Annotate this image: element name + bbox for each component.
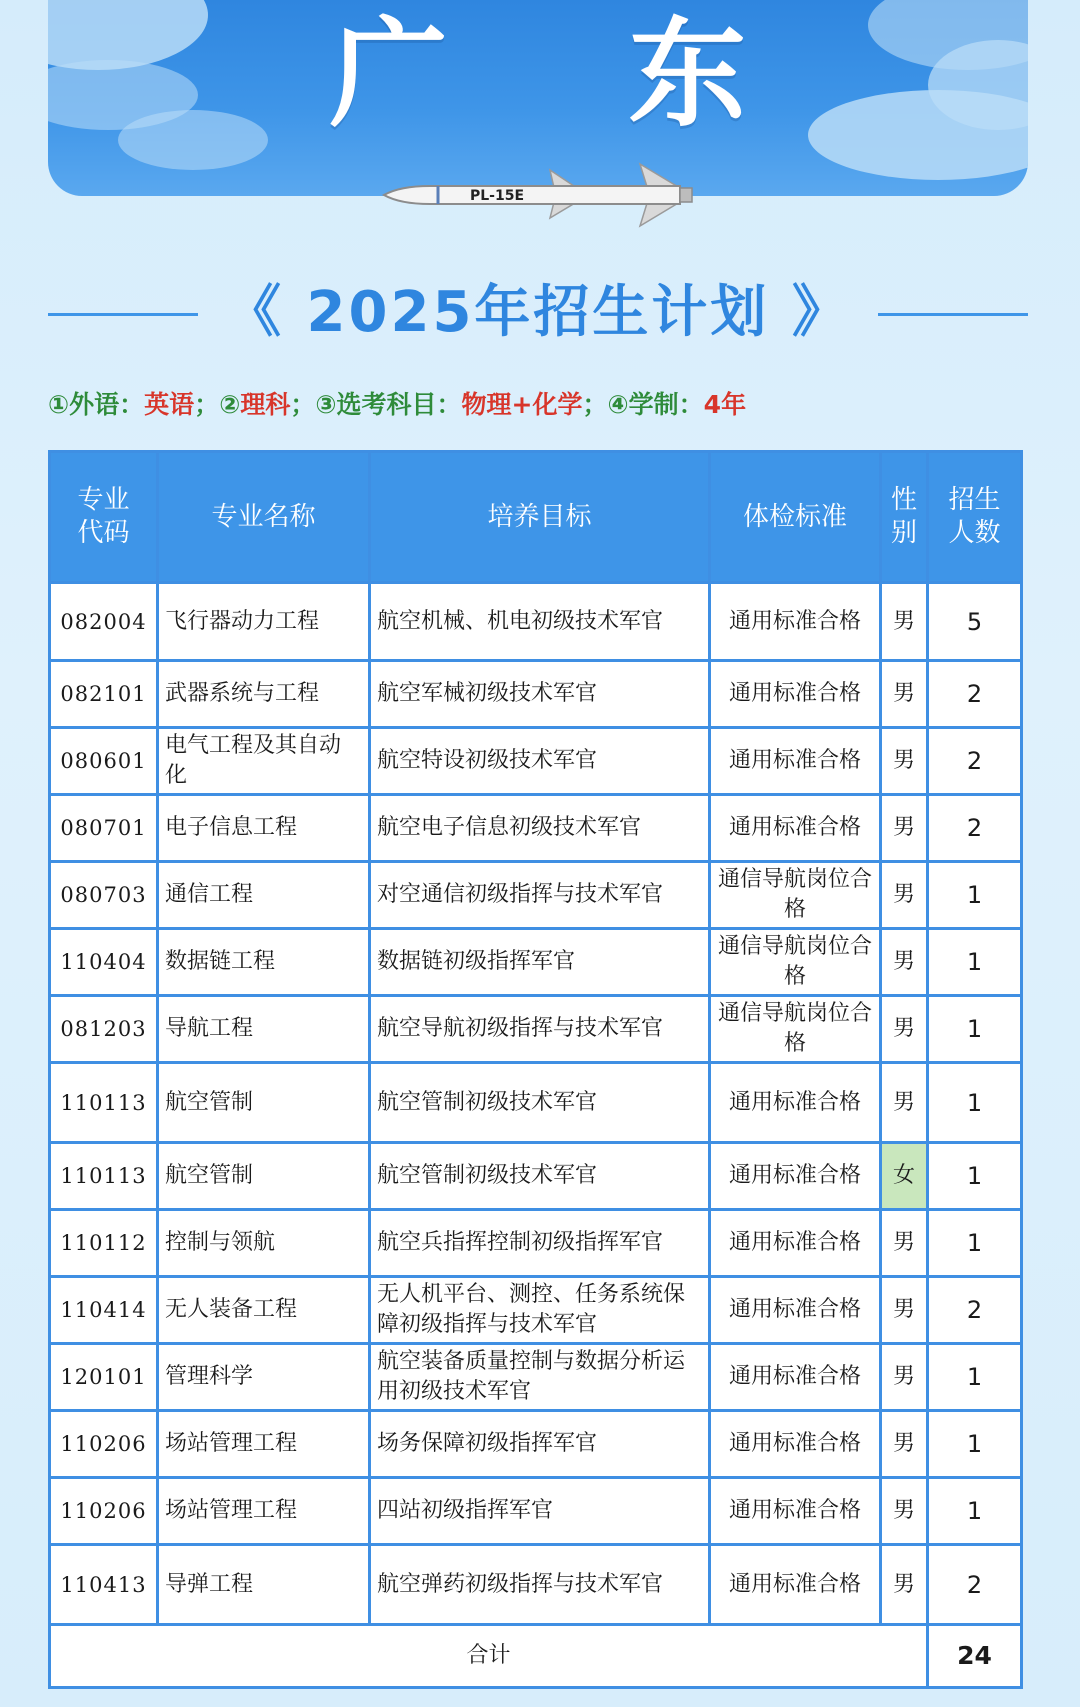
cell-goal: 航空装备质量控制与数据分析运用初级技术军官 <box>370 1344 710 1411</box>
cell-count: 2 <box>928 1277 1022 1344</box>
cell-goal: 航空军械初级技术军官 <box>370 661 710 728</box>
cell-name: 管理科学 <box>158 1344 370 1411</box>
table-row <box>50 1411 1022 1478</box>
cell-count: 1 <box>928 862 1022 929</box>
header-count: 招生 人数 <box>928 452 1022 583</box>
cell-physical: 通用标准合格 <box>710 1411 881 1478</box>
cell-name: 数据链工程 <box>158 929 370 996</box>
table-row <box>50 583 1022 661</box>
province-title: 广 东 <box>329 5 817 143</box>
total-label: 合计 <box>50 1625 928 1688</box>
table-row <box>50 728 1022 795</box>
cell-code: 080701 <box>50 795 158 862</box>
table-row <box>50 1344 1022 1411</box>
cell-count: 5 <box>928 583 1022 661</box>
plan-title-row <box>48 278 1028 348</box>
cell-gender: 男 <box>881 1478 928 1545</box>
note-segment: 理科 <box>240 390 291 419</box>
cell-name: 航空管制 <box>158 1063 370 1143</box>
cell-goal: 四站初级指挥军官 <box>370 1478 710 1545</box>
cell-code: 080703 <box>50 862 158 929</box>
cell-code: 110413 <box>50 1545 158 1625</box>
requirements-note <box>48 388 746 422</box>
cell-name: 通信工程 <box>158 862 370 929</box>
cell-physical: 通用标准合格 <box>710 583 881 661</box>
cell-gender: 男 <box>881 1210 928 1277</box>
cell-name: 电气工程及其自动化 <box>158 728 370 795</box>
cell-physical: 通用标准合格 <box>710 1277 881 1344</box>
enrollment-plan-table <box>48 450 1023 1689</box>
cell-physical: 通用标准合格 <box>710 1210 881 1277</box>
cell-count: 1 <box>928 929 1022 996</box>
cell-name: 无人装备工程 <box>158 1277 370 1344</box>
cell-gender: 男 <box>881 728 928 795</box>
total-count: 24 <box>928 1625 1022 1688</box>
cell-gender: 男 <box>881 1344 928 1411</box>
table-total-row <box>50 1625 1022 1688</box>
cell-code: 080601 <box>50 728 158 795</box>
note-segment: ；③选考科目： <box>290 390 462 419</box>
cell-physical: 通用标准合格 <box>710 1545 881 1625</box>
cell-goal: 航空特设初级技术军官 <box>370 728 710 795</box>
note-segment: ；② <box>194 390 241 419</box>
cell-count: 1 <box>928 1210 1022 1277</box>
cell-name: 武器系统与工程 <box>158 661 370 728</box>
table-row <box>50 1210 1022 1277</box>
cell-count: 2 <box>928 795 1022 862</box>
cell-gender: 男 <box>881 1545 928 1625</box>
cell-goal: 航空导航初级指挥与技术军官 <box>370 996 710 1063</box>
cell-name: 飞行器动力工程 <box>158 583 370 661</box>
cell-code: 082101 <box>50 661 158 728</box>
table-row <box>50 661 1022 728</box>
cell-code: 120101 <box>50 1344 158 1411</box>
cell-gender: 男 <box>881 661 928 728</box>
cell-count: 1 <box>928 1411 1022 1478</box>
header-physical: 体检标准 <box>710 452 881 583</box>
cell-physical: 通用标准合格 <box>710 728 881 795</box>
note-segment: ；④学制： <box>582 390 704 419</box>
cell-goal: 数据链初级指挥军官 <box>370 929 710 996</box>
cell-count: 1 <box>928 1063 1022 1143</box>
table-row <box>50 795 1022 862</box>
table-row <box>50 1545 1022 1625</box>
note-segment: 4年 <box>703 390 747 419</box>
cell-count: 1 <box>928 996 1022 1063</box>
cell-gender: 男 <box>881 1063 928 1143</box>
cell-code: 110206 <box>50 1478 158 1545</box>
cell-count: 1 <box>928 1143 1022 1210</box>
cell-goal: 航空兵指挥控制初级指挥军官 <box>370 1210 710 1277</box>
cell-count: 2 <box>928 1545 1022 1625</box>
cell-code: 082004 <box>50 583 158 661</box>
cell-physical: 通用标准合格 <box>710 1478 881 1545</box>
cell-gender: 男 <box>881 583 928 661</box>
cell-name: 电子信息工程 <box>158 795 370 862</box>
cell-goal: 航空电子信息初级技术军官 <box>370 795 710 862</box>
cell-code: 110113 <box>50 1063 158 1143</box>
table-row <box>50 1063 1022 1143</box>
table-row <box>50 996 1022 1063</box>
table-row <box>50 929 1022 996</box>
cell-name: 场站管理工程 <box>158 1411 370 1478</box>
table-row <box>50 862 1022 929</box>
cell-physical: 通信导航岗位合格 <box>710 996 881 1063</box>
cell-physical: 通用标准合格 <box>710 1063 881 1143</box>
cell-physical: 通用标准合格 <box>710 1143 881 1210</box>
cell-code: 110414 <box>50 1277 158 1344</box>
header-gender: 性 别 <box>881 452 928 583</box>
cell-code: 110404 <box>50 929 158 996</box>
cell-count: 1 <box>928 1478 1022 1545</box>
header-code: 专业 代码 <box>50 452 158 583</box>
cell-goal: 对空通信初级指挥与技术军官 <box>370 862 710 929</box>
cell-gender: 男 <box>881 862 928 929</box>
cell-name: 航空管制 <box>158 1143 370 1210</box>
cell-code: 110206 <box>50 1411 158 1478</box>
header-goal: 培养目标 <box>370 452 710 583</box>
cell-physical: 通用标准合格 <box>710 661 881 728</box>
plan-title: 《 2025年招生计划 》 <box>225 280 851 345</box>
cell-count: 2 <box>928 728 1022 795</box>
cell-name: 场站管理工程 <box>158 1478 370 1545</box>
cell-physical: 通信导航岗位合格 <box>710 862 881 929</box>
cell-code: 081203 <box>50 996 158 1063</box>
cell-goal: 航空弹药初级指挥与技术军官 <box>370 1545 710 1625</box>
missile-label: PL-15E <box>470 188 525 204</box>
cell-count: 2 <box>928 661 1022 728</box>
cell-goal: 场务保障初级指挥军官 <box>370 1411 710 1478</box>
missile-illustration <box>380 160 700 230</box>
note-segment: 英语 <box>144 390 195 419</box>
cell-goal: 航空管制初级技术军官 <box>370 1063 710 1143</box>
cell-goal: 航空机械、机电初级技术军官 <box>370 583 710 661</box>
cell-code: 110113 <box>50 1143 158 1210</box>
cell-goal: 航空管制初级技术军官 <box>370 1143 710 1210</box>
note-segment: ①外语： <box>48 390 145 419</box>
cell-code: 110112 <box>50 1210 158 1277</box>
cell-gender: 男 <box>881 929 928 996</box>
cell-gender: 男 <box>881 795 928 862</box>
cell-gender: 男 <box>881 1277 928 1344</box>
table-row <box>50 1478 1022 1545</box>
note-segment: 物理+化学 <box>461 390 583 419</box>
table-header-row <box>50 452 1022 583</box>
cell-physical: 通信导航岗位合格 <box>710 929 881 996</box>
cell-physical: 通用标准合格 <box>710 795 881 862</box>
cell-goal: 无人机平台、测控、任务系统保障初级指挥与技术军官 <box>370 1277 710 1344</box>
cell-gender: 男 <box>881 996 928 1063</box>
cell-count: 1 <box>928 1344 1022 1411</box>
header-name: 专业名称 <box>158 452 370 583</box>
cell-name: 导航工程 <box>158 996 370 1063</box>
cell-gender: 男 <box>881 1411 928 1478</box>
cell-gender-female: 女 <box>881 1143 928 1210</box>
cell-physical: 通用标准合格 <box>710 1344 881 1411</box>
table-row <box>50 1277 1022 1344</box>
table-row <box>50 1143 1022 1210</box>
cell-name: 控制与领航 <box>158 1210 370 1277</box>
cell-name: 导弹工程 <box>158 1545 370 1625</box>
